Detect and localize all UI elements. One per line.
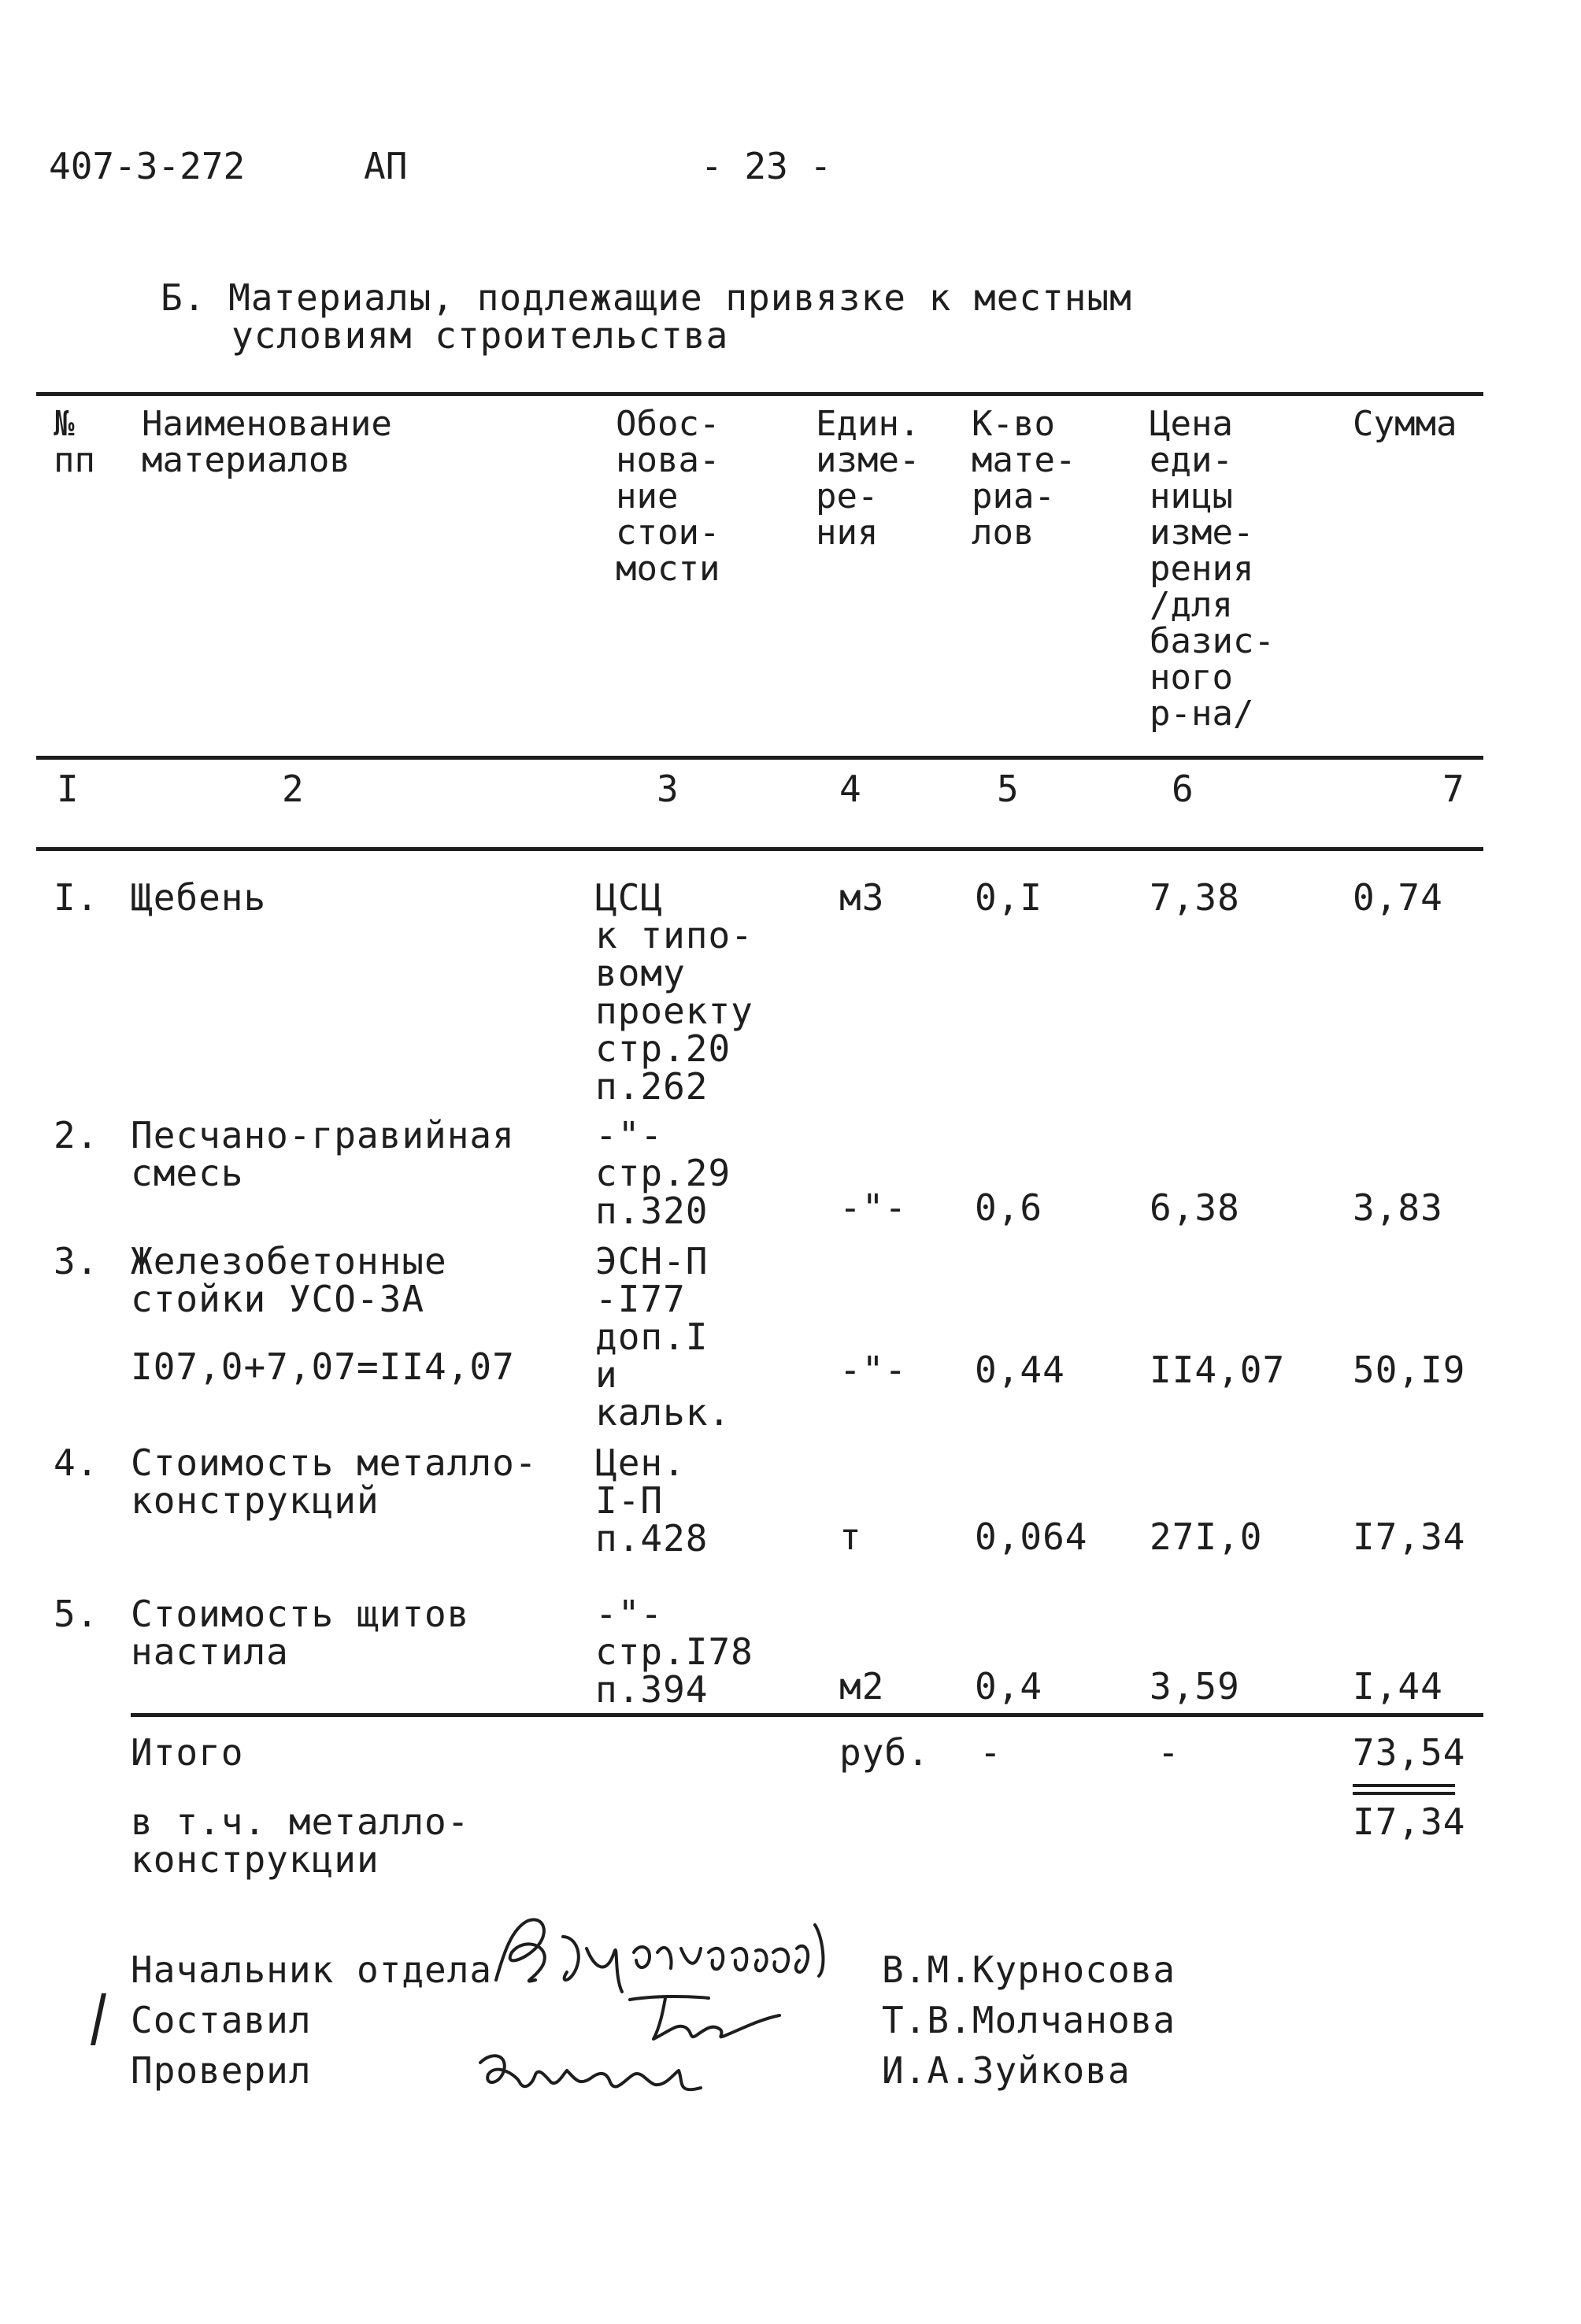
page-number: - 23 - xyxy=(701,145,832,187)
row3-number: 3. xyxy=(54,1240,99,1282)
col-number-5: 5 xyxy=(997,768,1020,810)
signature-role-1: Начальник отдела xyxy=(131,1948,493,1991)
row4-name: Стоимость металло- конструкций xyxy=(131,1441,538,1522)
total-sum: 73,54 xyxy=(1353,1731,1466,1774)
total-sum-underline xyxy=(1353,1784,1455,1787)
row5-qty: 0,4 xyxy=(975,1665,1043,1708)
col-number-6: 6 xyxy=(1172,768,1194,810)
col-header-price: Цена еди- ницы изме- рения /для базис- ного р-на/ xyxy=(1150,404,1275,734)
row2-name: Песчано-гравийная смесь xyxy=(131,1114,515,1194)
total-label: Итого xyxy=(131,1731,244,1774)
signature-name-3: И.А.Зуйкова xyxy=(882,2049,1131,2092)
signature-role-3: Проверил xyxy=(131,2049,312,2092)
row4-number: 4. xyxy=(54,1441,99,1484)
row5-basis: -"- стр.I78 п.394 xyxy=(595,1593,753,1711)
table-top-rule xyxy=(36,392,1483,396)
row3-unit: -"- xyxy=(839,1349,908,1391)
col-number-7: 7 xyxy=(1442,768,1465,810)
row5-sum: I,44 xyxy=(1353,1665,1443,1708)
header-bottom-rule xyxy=(36,756,1483,760)
row4-basis: Цен. I-П п.428 xyxy=(595,1441,709,1560)
total-unit: руб. xyxy=(839,1731,930,1774)
col-header-basis: Обос- нова- ние стои- мости xyxy=(616,404,720,589)
row2-basis: -"- стр.29 п.320 xyxy=(595,1114,731,1232)
margin-tick-mark xyxy=(91,1993,106,2045)
row3-basis: ЭСН-П -I77 доп.I и кальк. xyxy=(595,1240,731,1434)
row3-qty: 0,44 xyxy=(975,1349,1065,1391)
col-number-2: 2 xyxy=(282,768,305,810)
signature-name-2: Т.В.Молчанова xyxy=(882,1999,1176,2041)
row1-price: 7,38 xyxy=(1150,876,1240,919)
col-number-3: 3 xyxy=(657,768,679,810)
row2-qty: 0,6 xyxy=(975,1186,1043,1229)
including-sum: I7,34 xyxy=(1353,1800,1466,1843)
total-qty: - xyxy=(979,1731,1002,1774)
handwritten-signature-zuykova xyxy=(472,2039,724,2102)
row2-sum: 3,83 xyxy=(1353,1186,1443,1229)
section-title-line2: условиям строительства xyxy=(231,314,729,357)
col-header-name: Наименование материалов xyxy=(142,404,392,480)
signature-role-2: Составил xyxy=(131,1999,312,2041)
row4-sum: I7,34 xyxy=(1353,1515,1466,1558)
row2-price: 6,38 xyxy=(1150,1186,1240,1229)
row1-sum: 0,74 xyxy=(1353,876,1443,919)
row1-name: Щебень xyxy=(131,876,267,919)
col-header-number: № пп xyxy=(54,404,95,480)
row5-number: 5. xyxy=(54,1593,99,1635)
row3-sum: 50,I9 xyxy=(1353,1349,1466,1391)
section-title-line1: Б. Материалы, подлежащие привязке к местным xyxy=(161,276,1132,319)
row5-price: 3,59 xyxy=(1150,1665,1240,1708)
row1-unit: м3 xyxy=(839,876,885,919)
row1-qty: 0,I xyxy=(975,876,1043,919)
handwritten-signature-molchanova xyxy=(622,1984,811,2047)
numbering-bottom-rule xyxy=(36,847,1483,851)
doc-section: АП xyxy=(364,145,408,187)
row2-number: 2. xyxy=(54,1114,99,1156)
total-top-rule xyxy=(131,1713,1483,1717)
row3-price: II4,07 xyxy=(1150,1349,1286,1391)
row1-basis: ЦСЦ к типо- вому проекту стр.20 п.262 xyxy=(595,876,753,1108)
row4-price: 27I,0 xyxy=(1150,1515,1263,1558)
signature-name-1: В.М.Курносова xyxy=(882,1948,1176,1991)
row1-number: I. xyxy=(54,876,99,919)
row3-name-calc: I07,0+7,07=II4,07 xyxy=(131,1345,515,1388)
doc-code: 407-3-272 xyxy=(49,145,246,187)
col-header-unit: Един. изме- ре- ния xyxy=(816,404,920,553)
row4-qty: 0,064 xyxy=(975,1515,1088,1558)
row3-name: Железобетонные стойки УСО-3А xyxy=(131,1240,447,1320)
total-sum-underline-2 xyxy=(1353,1792,1455,1795)
row2-unit: -"- xyxy=(839,1186,908,1229)
total-price: - xyxy=(1157,1731,1180,1774)
col-number-4: 4 xyxy=(839,768,862,810)
col-number-1: I xyxy=(57,768,80,810)
including-label: в т.ч. металло- конструкции xyxy=(131,1800,470,1881)
row5-unit: м2 xyxy=(839,1665,885,1708)
col-header-qty: К-во мате- риа- лов xyxy=(972,404,1076,553)
row4-unit: т xyxy=(839,1515,862,1558)
row5-name: Стоимость щитов настила xyxy=(131,1593,470,1673)
col-header-sum: Сумма xyxy=(1353,404,1457,444)
